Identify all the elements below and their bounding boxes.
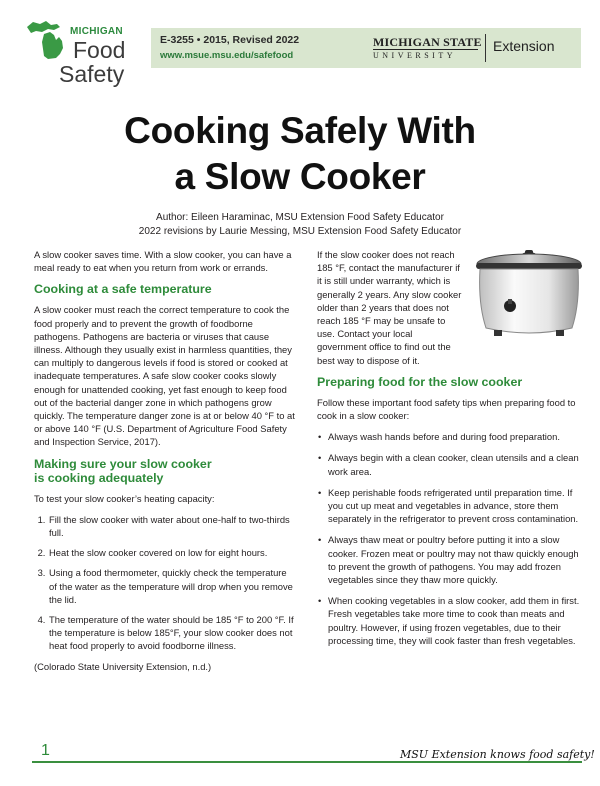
list-item: • Always thaw meat or poultry before putting it into a slow cooker. Frozen meat or poultry may not thaw quickly enough to prevent the growth of pathogens. You may add frozen vegetables since they thaw more quickly. [327, 533, 582, 586]
msu-extension: Extension [493, 38, 555, 54]
tips-list [317, 430, 582, 647]
logo-michigan-text: MICHIGAN [70, 26, 123, 37]
heading-line-1: Making sure your slow cooker [34, 456, 212, 471]
logo-safety-text: Safety [59, 61, 125, 87]
msu-divider-line [373, 49, 478, 50]
warning-paragraph: If the slow cooker does not reach 185 °F, contact the manufacturer if it is still under warranty, which is generally 2 years. Any slow cooker older than 2 years that does not reach 185 °F may be unsafe to use. Contact your local government office to find out the best way to dispose of it. [317, 249, 462, 366]
safe-temperature-paragraph: A slow cooker must reach the correct temperature to cook the food properly and to prevent the growth of foodborne pathogens. Pathogens are bacteria or viruses that cause illness. Although they usually exist in harmless quantities, they can multiply to dangerous levels if food is stored or cooked at inadequate temperatures. A safe slow cooker cooks slowly enough for unattended cooking, yet fast enough to keep food out of the bacterial danger zone in which pathogens grow quickly. The temperature danger zone is at or below 40 °F to at or above 140 °F (U.S. Department of Agriculture Food Safety and Inspection Service, 2017). [34, 304, 295, 448]
list-item: 2. Heat the slow cooker covered on low for eight hours. [48, 546, 296, 559]
byline [0, 211, 600, 239]
citation: (Colorado State University Extension, n.d.) [34, 660, 212, 672]
intro-paragraph: A slow cooker saves time. With a slow cooker, you can have a meal ready to eat when you return from work or errands. [34, 249, 292, 274]
publication-code: E-3255 • 2015, Revised 2022 [160, 34, 300, 46]
header-banner [151, 28, 581, 68]
test-intro: To test your slow cooker’s heating capacity: [34, 492, 215, 504]
slow-cooker-icon [470, 244, 588, 347]
logo-food-text: Food [73, 37, 126, 63]
section-heading-cooking-adequately [34, 457, 296, 485]
list-item: • When cooking vegetables in a slow cooker, add them in first. Fresh vegetables take more time to cook than meats and poultry. However, if using frozen vegetables, due to their processing time, they will cook faster than fresh vegetables. [327, 594, 582, 647]
page-title [0, 108, 600, 200]
list-item: • Always begin with a clean cooker, clean utensils and a clean work area. [327, 451, 582, 477]
list-item: 4. The temperature of the water should be 185 °F to 200 °F. If the temperature is below 185°F, your slow cooker does not heat food properly to avoid foodborne illness. [48, 613, 296, 653]
slow-cooker-image [470, 244, 588, 347]
list-item: • Keep perishable foods refrigerated until preparation time. If you cut up meat and vegetables in advance, store them separately in the refrigerator to prevent cross contamination. [327, 486, 582, 526]
test-steps-list [34, 513, 296, 653]
footer-tagline: MSU Extension knows food safety! [400, 748, 595, 761]
footer-divider [32, 761, 582, 763]
title-line-2: a Slow Cooker [174, 156, 426, 197]
section-heading-safe-temperature: Cooking at a safe temperature [34, 282, 212, 297]
list-item: 1. Fill the slow cooker with water about one-half to two-thirds full. [48, 513, 296, 539]
list-item: 3. Using a food thermometer, quickly check the temperature of the water as the temperature will drop when you remove the lid. [48, 566, 296, 606]
msu-university: UNIVERSITY [373, 51, 456, 60]
section-heading-preparing-food: Preparing food for the slow cooker [317, 374, 523, 389]
title-line-1: Cooking Safely With [124, 110, 476, 151]
author-line: Author: Eileen Haraminac, MSU Extension Food Safety Educator [156, 212, 444, 223]
msu-vertical-divider [485, 34, 486, 62]
michigan-food-safety-logo [26, 16, 146, 88]
michigan-map-icon [26, 18, 70, 64]
heading-line-2: is cooking adequately [34, 470, 164, 485]
msu-name: MICHIGAN STATE [373, 35, 482, 49]
page-number: 1 [41, 742, 50, 759]
right-column [317, 248, 582, 655]
publication-url[interactable]: www.msue.msu.edu/safefood [160, 50, 294, 61]
list-item: • Always wash hands before and during food preparation. [327, 430, 582, 443]
revision-line: 2022 revisions by Laurie Messing, MSU Extension Food Safety Educator [138, 226, 462, 237]
tips-intro: Follow these important food safety tips when preparing food to cook in a slow cooker: [317, 396, 576, 422]
left-column [34, 248, 296, 681]
